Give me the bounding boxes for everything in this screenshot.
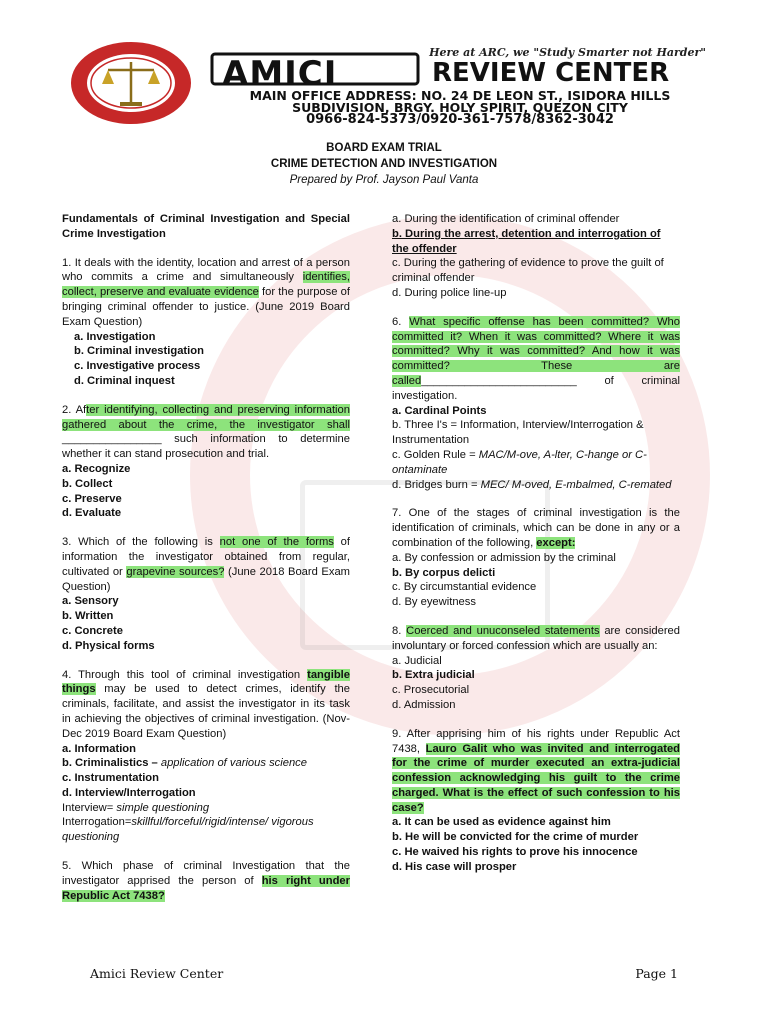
question-4: 4. Through this tool of criminal investigation tangible things may be used to detect crimes, identify the criminals, facilitate, and assist the investigator in its task in achieving the objectives of criminal investigation. (Nov-Dec 2019 Board Exam Question) a. Information b. Criminalistics – application of various science c. Instrumentation d. Interview/Interrogation Interview= simple questioning Interrogation=skillful/forceful/rigid/intense/ vigorous questioning xyxy=(62,668,350,844)
option: d. Admission xyxy=(392,698,456,711)
option: b. During the arrest, detention and interrogation of the offender xyxy=(392,227,661,255)
document-title: BOARD EXAM TRIAL xyxy=(326,142,442,154)
option: b. Extra judicial xyxy=(392,669,475,682)
option: c. Instrumentation xyxy=(62,772,159,785)
brand-name: AMICI xyxy=(222,54,338,94)
option: a. Recognize xyxy=(62,462,131,475)
option: b. Criminal investigation xyxy=(74,345,204,358)
question-5: 5. Which phase of criminal Investigation that the investigator apprised the person of his right under Republic Act 7438? xyxy=(62,860,350,902)
page-header xyxy=(0,0,768,130)
option: d. Criminal inquest xyxy=(74,374,175,387)
question-7: 7. One of the stages of criminal investigation is the identification of criminals, which can be done in any or a combination of the following, except: a. By confession or admission by the criminal b. By corpus delicti c. By circumstantial evidence d. By eyewitness xyxy=(392,507,680,609)
document-subject: CRIME DETECTION AND INVESTIGATION xyxy=(270,158,498,170)
note: Interrogation=skillful/forceful/rigid/intense/ vigorous questioning xyxy=(62,816,314,844)
option: d. By eyewitness xyxy=(392,596,476,609)
question-5-options xyxy=(392,212,680,301)
option: b. Three I's = Information, Interview/Interrogation & Instrumentation xyxy=(392,419,644,447)
option: b. Collect xyxy=(62,477,113,490)
option: d. Interview/Interrogation xyxy=(62,786,196,799)
question-2: 2. After identifying, collecting and preserving information gathered about the crime, the investigator shall ________________ such information to determine whether it can stand prosecution and trial. a. Recognize b. Collect c. Preserve d. Evaluate xyxy=(62,403,350,520)
option: c. Concrete xyxy=(62,624,123,637)
option: a. Investigation xyxy=(74,330,156,343)
option: b. Written xyxy=(62,610,114,623)
question-1: 1. It deals with the identity, location and arrest of a person who commits a crime and simultaneously identifies, collect, preserve and evaluate evidence for the purpose of bringing criminal offender to justice. (June 2019 Board Exam Question) a. Investigation b. Criminal investigation c. Investigative process d. Criminal inquest xyxy=(62,256,350,387)
address-line-1: MAIN OFFICE ADDRESS: NO. 24 DE LEON ST., ISIDORA HILLS xyxy=(249,88,671,103)
option: c. Preserve xyxy=(62,492,122,505)
option: a. Cardinal Points xyxy=(392,404,487,417)
phone-numbers: 0966-824-5373/0920-361-7578/8362-3042 xyxy=(306,112,614,127)
right-column xyxy=(392,212,680,889)
seal-logo-icon xyxy=(68,40,194,126)
option: d. His case will prosper xyxy=(392,860,517,873)
option: d. During police line-up xyxy=(392,286,507,299)
option: c. Investigative process xyxy=(74,360,201,373)
option: a. Judicial xyxy=(392,654,442,667)
note: Interview= simple questioning xyxy=(62,801,210,814)
prepared-by: Prepared by Prof. Jayson Paul Vanta xyxy=(289,174,479,186)
option: c. During the gathering of evidence to prove the guilt of criminal offender xyxy=(392,257,664,285)
option: c. By circumstantial evidence xyxy=(392,581,537,594)
brand-subtitle: REVIEW CENTER xyxy=(432,58,670,88)
option: a. During the identification of criminal offender xyxy=(392,213,620,225)
footer-center-name: Amici Review Center xyxy=(90,966,224,981)
question-8: 8. Coerced and unuconseled statements are considered involuntary or forced confession which are usually an: a. Judicial b. Extra judicial c. Prosecutorial d. Admission xyxy=(392,624,680,711)
question-6: 6. What specific offense has been committed? Who committed it? When it was committed? Where it was committed? Why it was committed? And how it was committed? These are called_________________________ of criminal investigation. a. Cardinal Points b. Three I's = Information, Interview/Interrogation & Instrumentation c. Golden Rule = MAC/M-ove, A-lter, C-hange or C-ontaminate d. Bridges burn = MEC/ M-oved, E-mbalmed, C-remated xyxy=(392,315,680,491)
option: b. Criminalistics – application of various science xyxy=(62,757,308,770)
address-line-2: SUBDIVISION, BRGY. HOLY SPIRIT, QUEZON CITY xyxy=(292,100,628,115)
option: c. Prosecutorial xyxy=(392,684,470,697)
option: c. He waived his rights to prove his innocence xyxy=(392,846,638,859)
option: d. Bridges burn = MEC/ M-oved, E-mbalmed, C-remated xyxy=(392,478,672,491)
option: b. By corpus delicti xyxy=(392,566,496,579)
tagline: Here at ARC, we "Study Smarter not Harder" xyxy=(429,46,706,59)
left-column xyxy=(62,212,350,903)
option: d. Physical forms xyxy=(62,639,155,652)
question-9: 9. After apprising him of his rights under Republic Act 7438, Lauro Galit who was invited and interrogated for the crime of murder executed an extra-judicial confession acknowledging his guilt to the crime charged. What is the effect of such confession to his case? a. It can be used as evidence against him b. He will be convicted for the crime of murder c. He waived his rights to prove his innocence d. His case will prosper xyxy=(392,727,680,873)
option: a. Information xyxy=(62,742,136,755)
option: a. By confession or admission by the criminal xyxy=(392,551,616,564)
option: a. It can be used as evidence against him xyxy=(392,816,611,829)
section-title: Fundamentals of Criminal Investigation and Special Crime Investigation xyxy=(62,213,350,240)
option: a. Sensory xyxy=(62,595,119,608)
question-3: 3. Which of the following is not one of the forms of information the investigator obtained from regular, cultivated or grapevine sources? (June 2018 Board Exam Question) a. Sensory b. Written c. Concrete d. Physical forms xyxy=(62,536,350,652)
page-number: Page 1 xyxy=(635,966,678,981)
option: d. Evaluate xyxy=(62,507,122,520)
option: c. Golden Rule = MAC/M-ove, A-lter, C-hange or C-ontaminate xyxy=(392,448,647,476)
option: b. He will be convicted for the crime of murder xyxy=(392,831,639,844)
